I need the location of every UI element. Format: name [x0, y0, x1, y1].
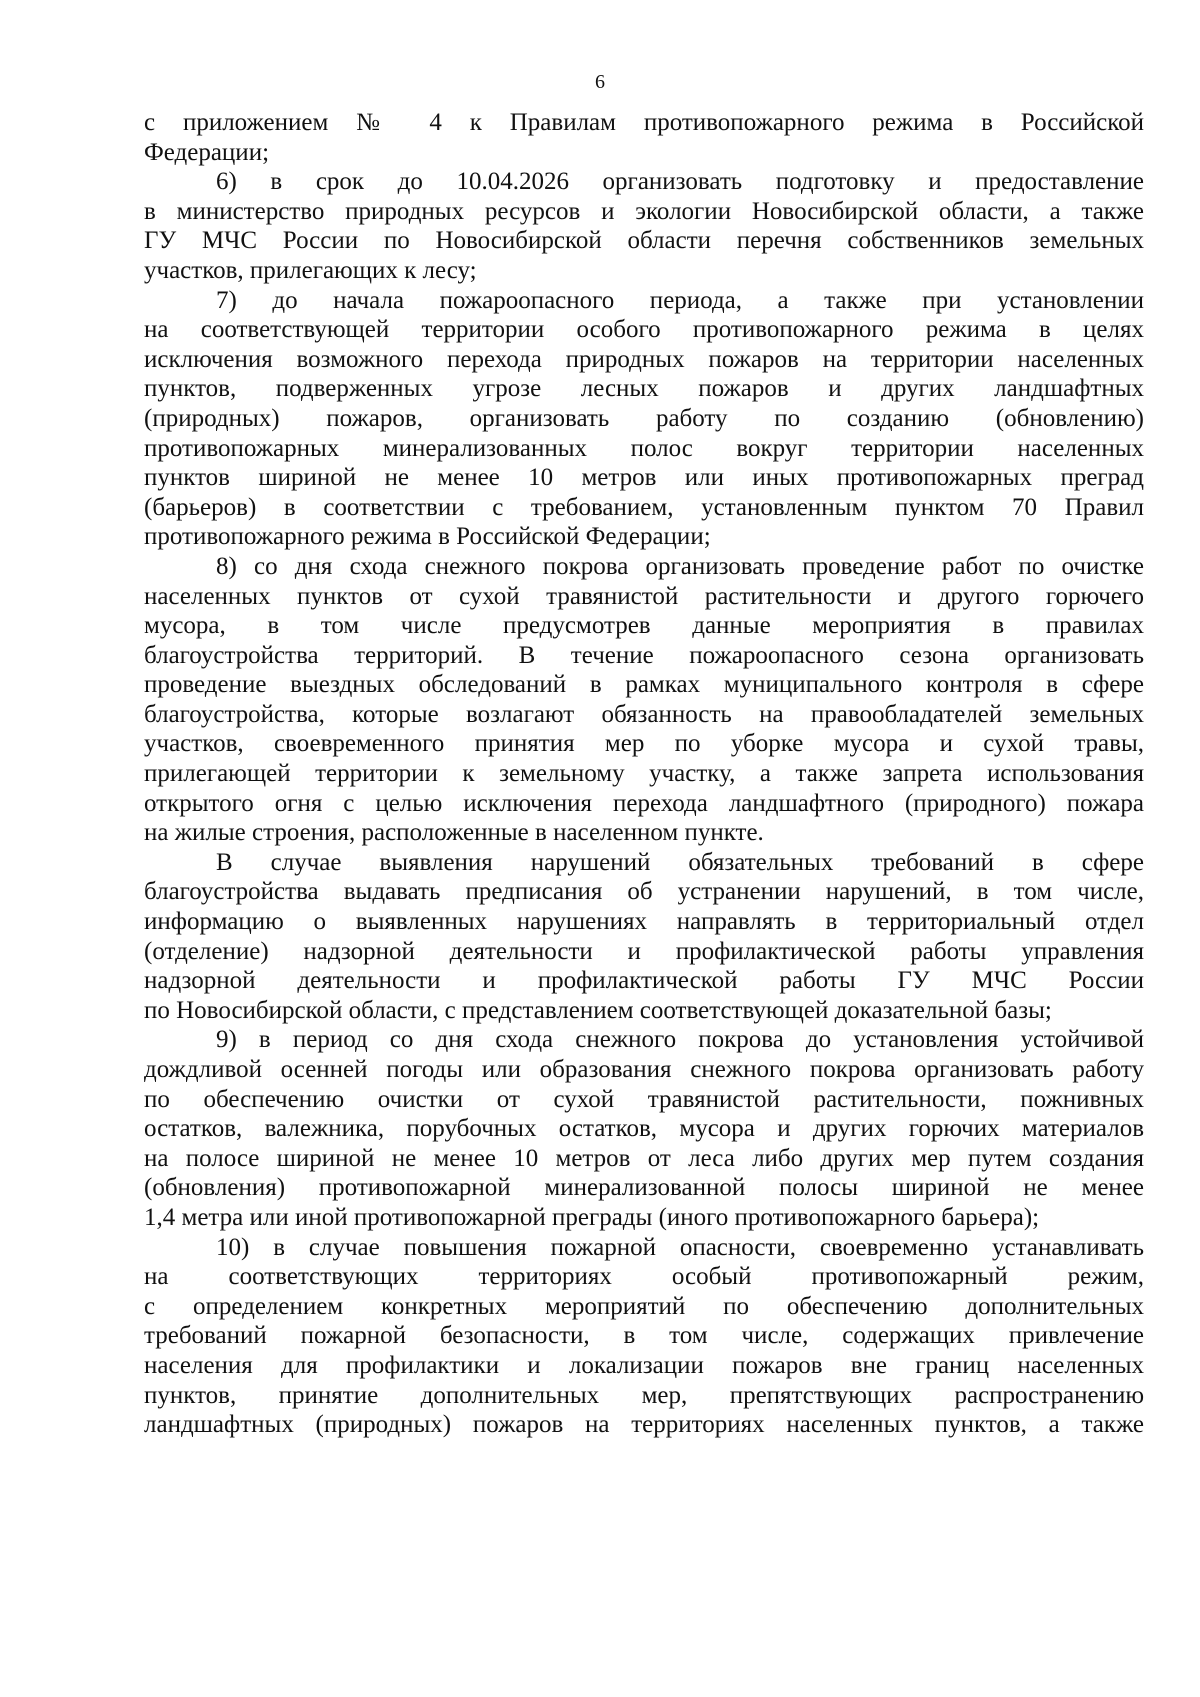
text-line: пунктов, принятие дополнительных мер, препятствующих распространению	[144, 1381, 1144, 1409]
text-line: надзорной деятельности и профилактической работы ГУ МЧС России	[144, 967, 1144, 995]
text-line: проведение выездных обследований в рамках муниципального контроля в сфере	[144, 671, 1144, 699]
text-line: в министерство природных ресурсов и экологии Новосибирской области, а также	[144, 197, 1144, 225]
text-line: населения для профилактики и локализации пожаров вне границ населенных	[144, 1351, 1144, 1379]
text-line: открытого огня с целью исключения перехода ландшафтного (природного) пожара	[144, 789, 1144, 817]
text-line: по Новосибирской области, с представлением соответствующей доказательной базы;	[144, 996, 1052, 1024]
paragraph	[144, 108, 1144, 167]
text-line: благоустройства выдавать предписания об устранении нарушений, в том числе,	[144, 878, 1144, 906]
paragraph	[144, 552, 1144, 848]
text-line: В случае выявления нарушений обязательных требований в сфере	[216, 848, 1144, 876]
text-line: (отделение) надзорной деятельности и профилактической работы управления	[144, 937, 1144, 965]
text-line: ГУ МЧС России по Новосибирской области перечня собственников земельных	[144, 227, 1144, 255]
text-line: прилегающей территории к земельному участку, а также запрета использования	[144, 760, 1144, 788]
text-line: противопожарного режима в Российской Федерации;	[144, 523, 711, 551]
text-line: на жилые строения, расположенные в населенном пункте.	[144, 819, 764, 847]
text-line: пунктов, подверженных угрозе лесных пожаров и других ландшафтных	[144, 375, 1144, 403]
text-line: (природных) пожаров, организовать работу по созданию (обновлению)	[144, 404, 1144, 432]
text-line: мусора, в том числе предусмотрев данные мероприятия в правилах	[144, 612, 1144, 640]
paragraph	[144, 167, 1144, 285]
text-line: на соответствующих территориях особый противопожарный режим,	[144, 1263, 1144, 1291]
text-line: противопожарных минерализованных полос вокруг территории населенных	[144, 434, 1144, 462]
text-line: с приложением № 4 к Правилам противопожарного режима в Российской	[144, 109, 1144, 136]
text-line: (барьеров) в соответствии с требованием, установленным пунктом 70 Правил	[144, 493, 1144, 521]
text-line: населенных пунктов от сухой травянистой растительности и другого горючего	[144, 582, 1144, 610]
document-body	[144, 108, 1144, 1440]
paragraph	[144, 848, 1144, 1026]
text-line: 6) в срок до 10.04.2026 организовать подготовку и предоставление	[216, 168, 1144, 196]
text-line: Федерации;	[144, 138, 270, 166]
paragraph	[144, 286, 1144, 552]
text-line: информацию о выявленных нарушениях направлять в территориальный отдел	[144, 908, 1144, 936]
text-line: дождливой осенней погоды или образования снежного покрова организовать работу	[144, 1056, 1144, 1083]
text-line: 7) до начала пожароопасного периода, а также при установлении	[216, 286, 1144, 314]
text-line: 10) в случае повышения пожарной опасности, своевременно устанавливать	[216, 1233, 1144, 1261]
text-line: ландшафтных (природных) пожаров на территориях населенных пунктов, а также	[144, 1411, 1144, 1439]
paragraph	[144, 1233, 1144, 1440]
text-line: исключения возможного перехода природных пожаров на территории населенных	[144, 345, 1144, 373]
text-line: по обеспечению очистки от сухой травянистой растительности, пожнивных	[144, 1085, 1144, 1113]
text-line: на полосе шириной не менее 10 метров от леса либо других мер путем создания	[144, 1144, 1144, 1172]
text-line: 9) в период со дня схода снежного покрова до установления устойчивой	[216, 1026, 1144, 1054]
paragraph	[144, 1025, 1144, 1232]
page-number: 6	[595, 71, 605, 93]
text-line: пунктов шириной не менее 10 метров или иных противопожарных преград	[144, 464, 1144, 492]
text-line: на соответствующей территории особого противопожарного режима в целях	[144, 316, 1144, 344]
text-line: 1,4 метра или иной противопожарной преграды (иного противопожарного барьера);	[144, 1203, 1040, 1231]
text-line: участков, прилегающих к лесу;	[144, 256, 477, 284]
text-line: благоустройства, которые возлагают обязанность на правообладателей земельных	[144, 700, 1144, 728]
text-line: 8) со дня схода снежного покрова организовать проведение работ по очистке	[216, 552, 1144, 580]
text-line: (обновления) противопожарной минерализованной полосы шириной не менее	[144, 1174, 1144, 1202]
text-line: благоустройства территорий. В течение пожароопасного сезона организовать	[144, 641, 1144, 669]
text-line: с определением конкретных мероприятий по обеспечению дополнительных	[144, 1292, 1144, 1320]
text-line: требований пожарной безопасности, в том числе, содержащих привлечение	[144, 1322, 1144, 1350]
text-line: остатков, валежника, порубочных остатков, мусора и других горючих материалов	[144, 1115, 1144, 1143]
text-line: участков, своевременного принятия мер по уборке мусора и сухой травы,	[144, 730, 1144, 758]
